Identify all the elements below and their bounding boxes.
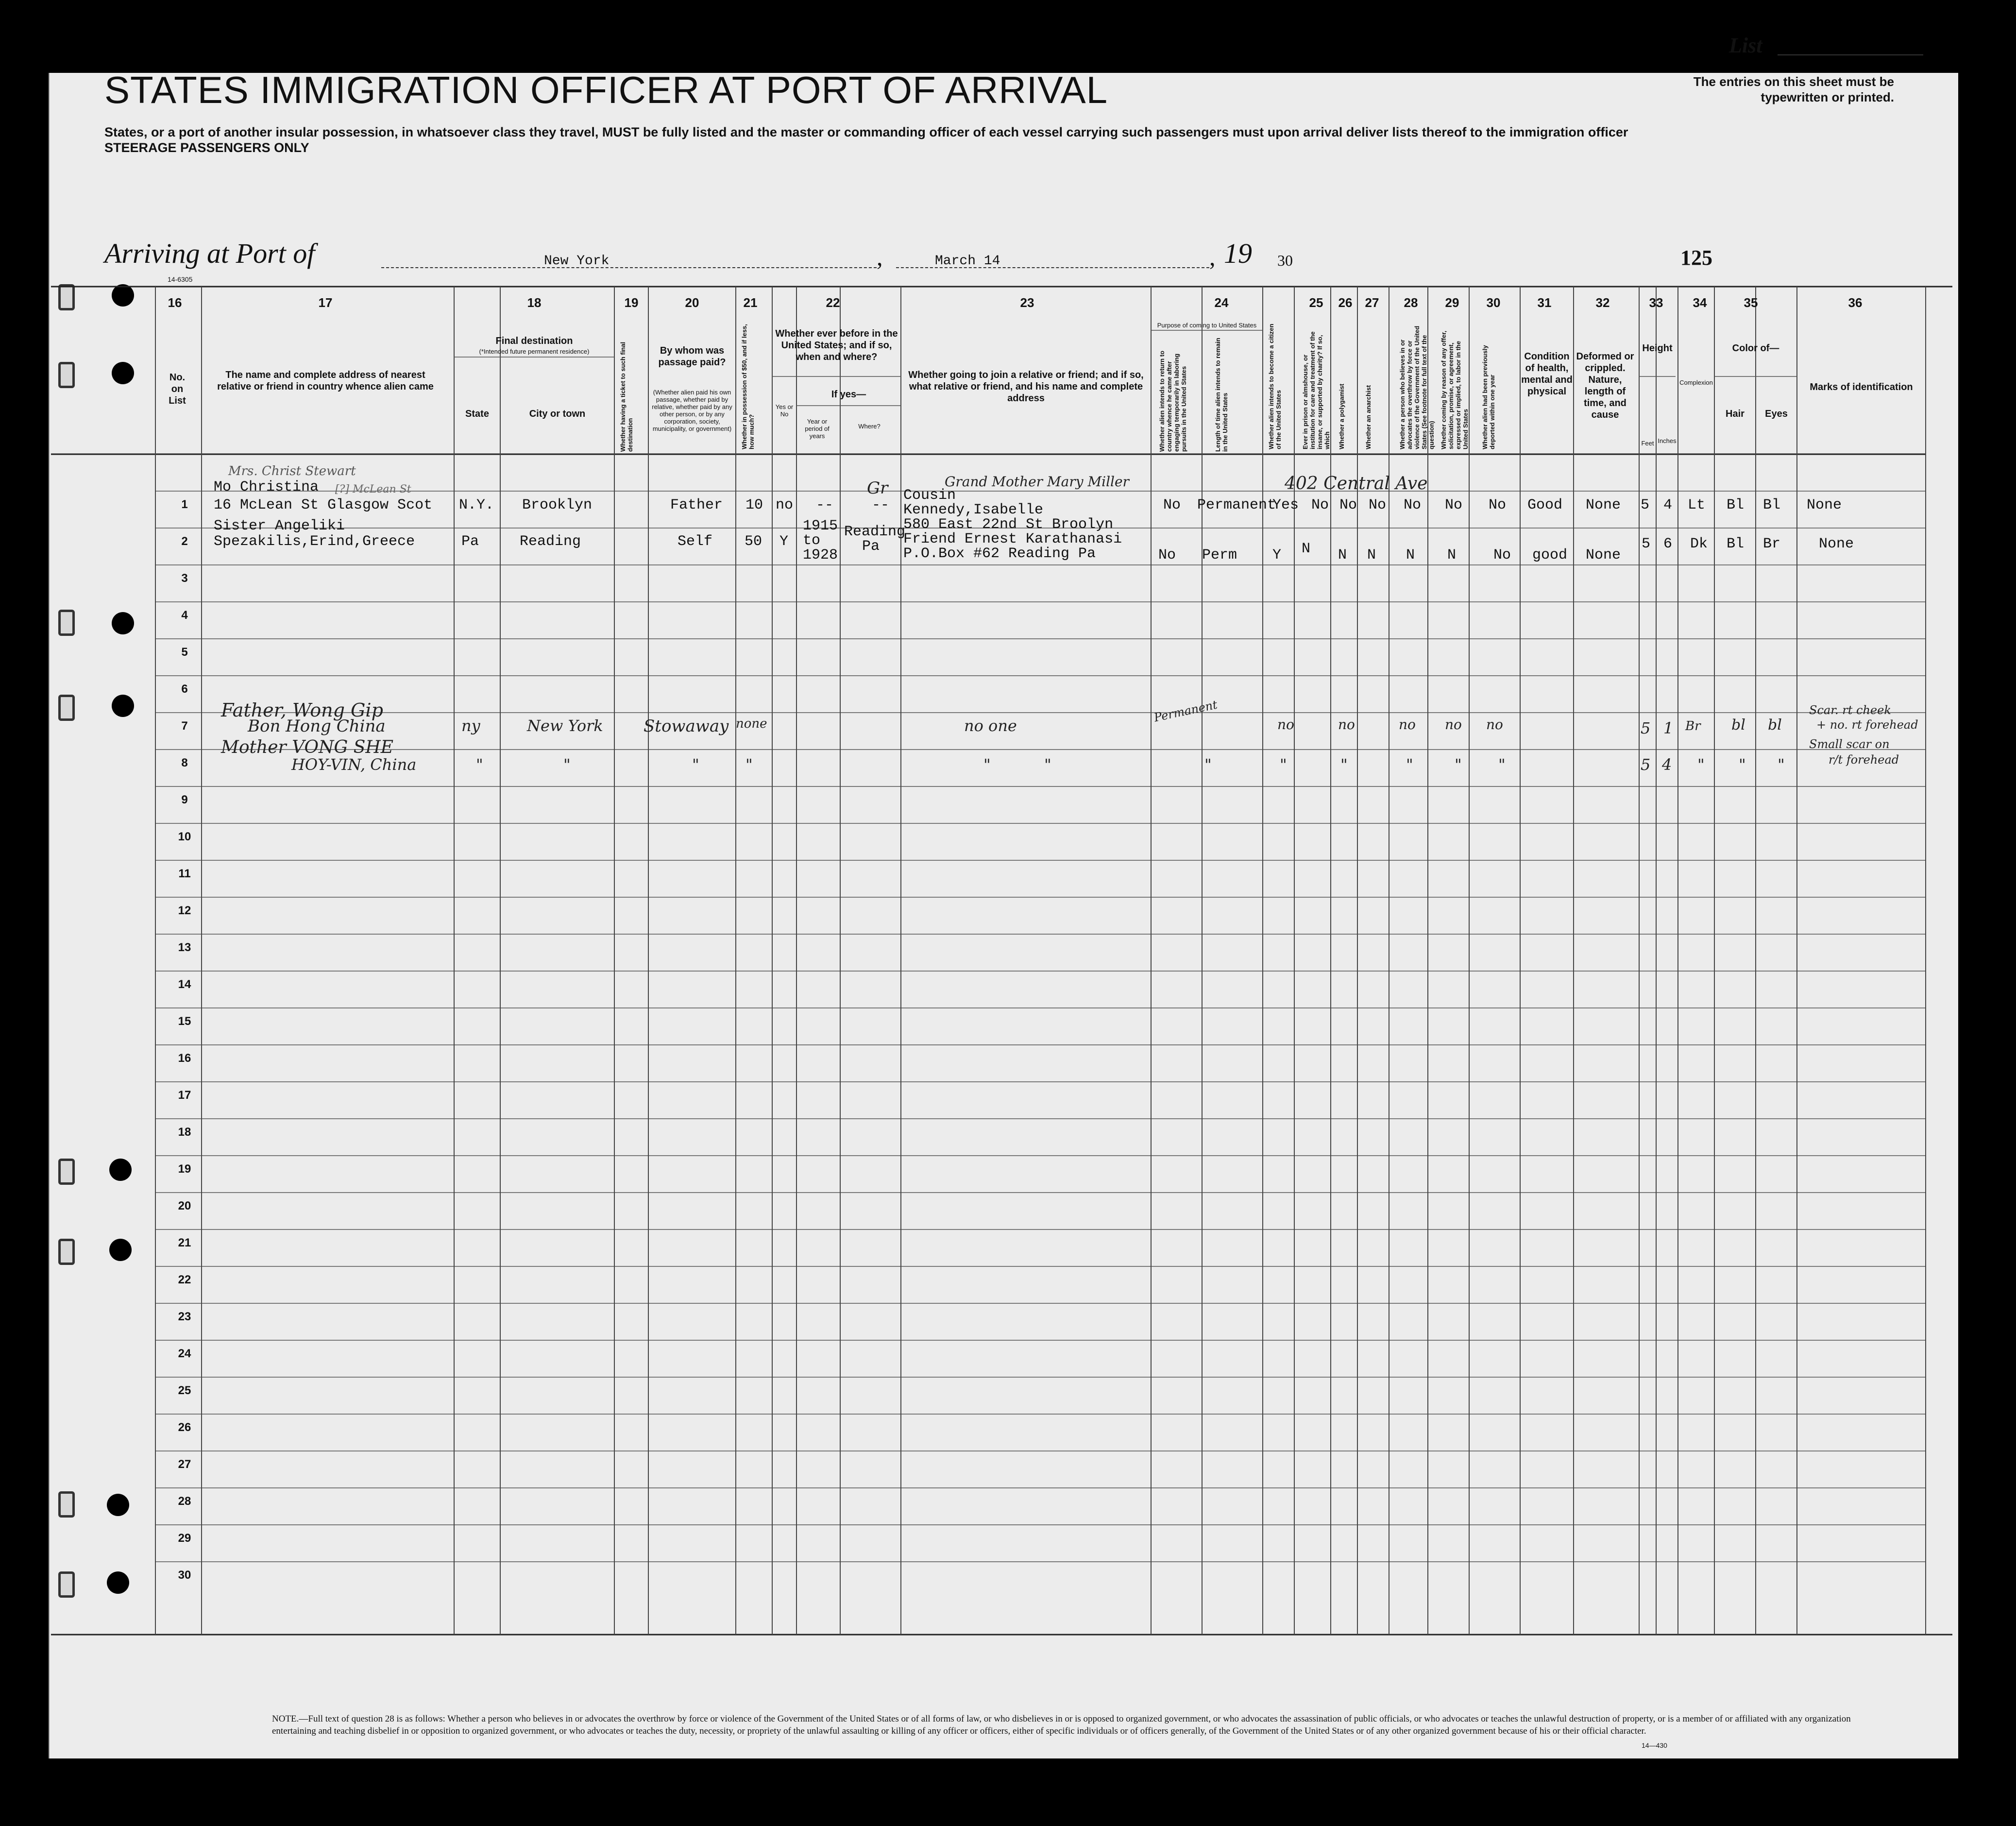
r2-paid-by: Self	[678, 533, 713, 550]
col-number: 34	[1693, 295, 1707, 310]
r2-hair: Bl	[1727, 536, 1745, 552]
header-citizen: Whether alien intends to become a citizen of the United States	[1268, 324, 1282, 449]
r8-relative-1: Mother VONG SHE	[221, 737, 394, 757]
r1-annotation-join: Grand Mother Mary Miller	[945, 474, 1129, 490]
col-number: 22	[826, 295, 840, 310]
r7-city: New York	[527, 717, 603, 735]
r1-q30: No	[1489, 497, 1507, 513]
r8-relative-2: HOY-VIN, China	[291, 755, 417, 774]
r1-prison: No	[1311, 497, 1329, 513]
r2-prison: N	[1302, 541, 1311, 557]
row-number: 3	[181, 572, 188, 585]
r1-state: N.Y.	[459, 497, 494, 513]
r2-join-2: P.O.Box #62 Reading Pa	[903, 546, 1096, 562]
r7-no-q26: no	[1338, 717, 1355, 733]
header-anarchist: Whether an anarchist	[1365, 385, 1372, 449]
entries-note: The entries on this sheet must be typewritten or printed.	[1693, 74, 1894, 104]
header-feet: Feet	[1641, 440, 1654, 447]
subtitle-line-2: STEERAGE PASSENGERS ONLY	[104, 140, 309, 155]
header-purpose-length: Length of time alien intends to remain in the United States	[1214, 338, 1229, 452]
header-color-of: Color of—	[1732, 343, 1779, 354]
row-number: 25	[178, 1384, 191, 1397]
col-number: 31	[1537, 295, 1552, 310]
r2-inches: 6	[1663, 536, 1673, 552]
r2-eyes: Br	[1763, 536, 1781, 552]
row-number: 23	[178, 1310, 191, 1323]
r1-complexion: Lt	[1688, 497, 1706, 513]
r7-complexion: Br	[1685, 719, 1701, 734]
col-number: 28	[1404, 295, 1418, 310]
r1-feet: 5	[1641, 497, 1650, 513]
header-inches: Inches	[1658, 437, 1677, 444]
r7-join: no one	[964, 717, 1017, 735]
row-number: 5	[181, 646, 188, 659]
r1-polygamist: No	[1339, 497, 1357, 513]
r1-year: --	[816, 497, 834, 513]
r8-ditto-complexion: "	[1697, 755, 1705, 774]
r8-marks-2: r/t forehead	[1829, 753, 1899, 767]
r7-marks-1: Scar. rt cheek	[1809, 703, 1891, 717]
header-join-relative: Whether going to join a relative or friend; and if so, what relative or friend, and his name and complete address	[908, 370, 1144, 404]
header-q30: Whether alien had been previously deported within one year	[1481, 345, 1496, 449]
r7-length: Permanent	[1152, 698, 1219, 725]
r8-ditto-q25: "	[1280, 755, 1287, 774]
r8-ditto-q28: "	[1406, 755, 1413, 774]
r8-marks-1: Small scar on	[1809, 737, 1890, 751]
r1-city: Brooklyn	[522, 497, 593, 513]
col-number: 16	[168, 295, 182, 310]
r8-ditto-q26: "	[1340, 755, 1348, 774]
r1-deformed: None	[1586, 497, 1621, 513]
r7-money: none	[736, 717, 767, 731]
header-complexion: Complexion	[1679, 379, 1713, 386]
r1-annotation-address-2: 402 Central Ave	[1285, 474, 1428, 494]
header-polygamist: Whether a polygamist	[1338, 383, 1345, 449]
r2-q30: No	[1493, 547, 1511, 563]
r7-relative-2: Bon Hong China	[248, 717, 386, 736]
col-number: 24	[1214, 295, 1229, 310]
col-number: 20	[685, 295, 699, 310]
r1-marks: None	[1807, 497, 1842, 513]
r2-citizen: Y	[1272, 547, 1282, 563]
r8-ditto-hair: "	[1739, 755, 1746, 774]
r8-ditto-money: "	[745, 755, 753, 774]
port-value: New York	[544, 254, 610, 269]
r7-no-q30: no	[1486, 717, 1503, 733]
r2-marks: None	[1819, 536, 1854, 552]
r1-where: --	[872, 497, 890, 513]
date-value: March 14	[935, 254, 1000, 269]
r7-relative-1: Father, Wong Gip	[221, 700, 383, 721]
r1-q29: No	[1445, 497, 1463, 513]
row-number: 16	[178, 1052, 191, 1065]
r8-feet: 5	[1641, 755, 1651, 774]
r7-hair: bl	[1731, 717, 1745, 734]
r2-feet: 5	[1642, 536, 1651, 552]
r7-eyes: bl	[1768, 717, 1782, 734]
footnote-q28: NOTE.—Full text of question 28 is as follows: Whether a person who believes in or advocates the overthrow by force or violence of the Government of the United States or of all forms of law, or who disbelieves in or is opposed to organized government, or who advocates the assassination of public officials, or who advocates or teaches the unlawful destruction of property, or is a member of or affiliated with any organization entertaining and teaching disbelief in or opposition to organized government, or who advocates or teaches the duty, necessity, or propriety of the unlawful assaulting or killing of any officer or officers, either of specific individuals or of officers generally, of the Government of the United States or of any other organized government because of his or their official character.	[272, 1714, 1851, 1736]
header-purpose-return: Whether alien intends to return to country whence he came after engaging temporarily in laboring pursuits in the United States	[1158, 350, 1187, 452]
header-relative-abroad: The name and complete address of nearest relative or friend in country whence alien came	[217, 370, 434, 392]
row-number: 14	[178, 978, 191, 991]
r2-health: good	[1532, 547, 1568, 563]
row-number: 22	[178, 1273, 191, 1286]
col-number: 25	[1309, 295, 1323, 310]
r8-ditto-eyes: "	[1778, 755, 1785, 774]
row-number: 6	[181, 683, 188, 696]
r2-join-1: Friend Ernest Karathanasi	[903, 531, 1122, 547]
header-if-yes: If yes—	[831, 389, 866, 400]
r8-ditto-paid: "	[692, 755, 699, 774]
r2-complexion: Dk	[1690, 536, 1708, 552]
row-number: 29	[178, 1532, 191, 1545]
r1-relative-name: Mo Christina	[214, 479, 319, 495]
row-number: 2	[181, 535, 188, 548]
header-city: City or town	[529, 409, 586, 419]
r1-inches: 4	[1663, 497, 1673, 513]
r7-no-q29: no	[1445, 717, 1462, 733]
r2-relative-name: Sister Angeliki	[214, 518, 345, 534]
r1-join-2: Kennedy,Isabelle	[903, 502, 1044, 518]
header-marks: Marks of identification	[1810, 382, 1913, 393]
r8-ditto-state: "	[476, 755, 483, 774]
header-by-whom: By whom was passage paid?	[658, 345, 726, 368]
r8-ditto-join: "	[983, 755, 991, 774]
r1-annotation-address: [?] McLean St	[335, 483, 411, 495]
r1-before: no	[776, 497, 794, 513]
row-number: 19	[178, 1162, 191, 1176]
r7-paid-by: Stowaway	[644, 717, 729, 736]
row-number: 17	[178, 1089, 191, 1102]
row-number: 10	[178, 830, 191, 843]
r2-city: Reading	[520, 533, 581, 550]
r1-return: No	[1163, 497, 1181, 513]
form-number: 14-6305	[168, 275, 193, 283]
list-label: List	[1729, 34, 1762, 57]
col-number: 18	[527, 295, 542, 310]
r2-anarchist: N	[1367, 547, 1376, 563]
r8-ditto-length: "	[1204, 755, 1212, 774]
comma: ,	[877, 243, 883, 271]
header-eyes: Eyes	[1765, 409, 1788, 419]
r2-state: Pa	[461, 533, 479, 550]
header-state: State	[465, 409, 489, 419]
row-number: 21	[178, 1236, 191, 1249]
row-number: 18	[178, 1126, 191, 1139]
r1-q28: No	[1404, 497, 1422, 513]
r2-deformed: None	[1586, 547, 1621, 563]
r8-ditto-q29: "	[1455, 755, 1462, 774]
header-by-whom-note: (Whether alien paid his own passage, whether paid by relative, whether paid by any other person, or by any corporation, society, municipality, or government)	[652, 389, 732, 432]
col-number: 17	[318, 295, 333, 310]
year-prefix: 19	[1224, 238, 1252, 269]
col-number: 36	[1848, 295, 1863, 310]
row-number: 11	[178, 867, 191, 880]
header-yes-no: Yes or No	[775, 403, 794, 418]
r1-eyes: Bl	[1763, 497, 1781, 513]
col-number: 21	[743, 295, 758, 310]
header-prison: Ever in prison or almshouse, or institution for care and treatment of the insane, or supported by charity? If so, which	[1302, 331, 1331, 449]
header-before-in-us: Whether ever before in the United States; and if so, when and where?	[775, 328, 898, 362]
row-number: 12	[178, 904, 191, 917]
col-number: 35	[1744, 295, 1758, 310]
r1-citizen: Yes	[1272, 497, 1299, 513]
row-number: 7	[181, 719, 188, 733]
r1-join-3: 580 East 22nd St Broolyn	[903, 516, 1114, 533]
row-number: 27	[178, 1458, 191, 1471]
header-height: Height	[1642, 343, 1673, 354]
footnote-form-number: 14—430	[1642, 1741, 1667, 1749]
r7-feet: 5	[1641, 719, 1651, 737]
comma: ,	[1209, 243, 1216, 271]
row-number: 28	[178, 1495, 191, 1508]
r1-paid-by: Father	[670, 497, 723, 513]
header-hair: Hair	[1726, 409, 1745, 419]
arriving-label: Arriving at Port of	[104, 238, 315, 269]
r1-join-1: Cousin	[903, 487, 956, 504]
header-purpose: Purpose of coming to United States	[1157, 322, 1257, 329]
header-no-on-list: No. on List	[169, 372, 186, 406]
header-ticket: Whether having a ticket to such final destination	[619, 341, 634, 452]
header-deformed: Deformed or crippled. Nature, length of time, and cause	[1576, 351, 1634, 420]
header-year-period: Year or period of years	[805, 418, 830, 440]
r1-relative-address: 16 McLean St Glasgow Scot	[214, 497, 433, 513]
row-number: 15	[178, 1015, 191, 1028]
col-number: 29	[1445, 295, 1459, 310]
col-number: 26	[1338, 295, 1353, 310]
r8-inches: 4	[1662, 755, 1672, 774]
r2-year: 1915 to 1928	[803, 518, 838, 563]
col-number: 23	[1020, 295, 1034, 310]
r8-ditto-q30: "	[1498, 755, 1506, 774]
r7-no-q28: no	[1399, 717, 1416, 733]
row-number: 26	[178, 1421, 191, 1434]
row-number: 24	[178, 1347, 191, 1360]
header-q29: Whether coming by reason of any offer, solicitation, promise, or agreement, expressed or implied, to labor in the United States	[1440, 330, 1469, 449]
col-number: 19	[624, 295, 639, 310]
r2-before: Y	[779, 533, 789, 550]
r1-hair: Bl	[1727, 497, 1745, 513]
col-number: 30	[1486, 295, 1501, 310]
r8-ditto-city: "	[563, 755, 571, 774]
r2-money: 50	[745, 533, 762, 550]
r7-no-q25: no	[1277, 717, 1294, 733]
r1-health: Good	[1527, 497, 1563, 513]
col-number: 32	[1595, 295, 1610, 310]
r2-q29: N	[1447, 547, 1457, 563]
subtitle-line-1: States, or a port of another insular possession, in whatsoever class they travel, MUST be fully listed and the master or commanding officer of each vessel carrying such passengers must upon arrival deliver lists thereof to the immigration officer	[104, 125, 1628, 139]
header-money: Whether in possession of $50, and if less, how much?	[741, 324, 755, 449]
r7-state: ny	[461, 717, 480, 735]
row-number: 13	[178, 941, 191, 954]
r8-ditto-join-2: "	[1044, 755, 1051, 774]
header-final-destination: Final destination	[495, 336, 573, 346]
row-number: 9	[181, 793, 188, 806]
r2-q28: N	[1406, 547, 1415, 563]
row-number: 30	[178, 1569, 191, 1582]
col-number: 33	[1649, 295, 1663, 310]
sheet-number: 125	[1680, 246, 1712, 270]
r1-annotation-left: Gr	[867, 478, 888, 498]
r2-return: No	[1158, 547, 1176, 563]
r1-anarchist: No	[1369, 497, 1387, 513]
r1-length: Permanent	[1197, 497, 1276, 513]
row-number: 20	[178, 1199, 191, 1212]
row-number: 8	[181, 756, 188, 769]
year-value: 30	[1277, 252, 1293, 269]
form-title: STATES IMMIGRATION OFFICER AT PORT OF ARRIVAL	[104, 68, 1108, 111]
r1-annotation-name: Mrs. Christ Stewart	[228, 464, 356, 478]
header-health: Condition of health, mental and physical	[1521, 351, 1573, 397]
col-number: 27	[1365, 295, 1379, 310]
r7-marks-2: + no. rt forehead	[1816, 718, 1918, 732]
r2-relative-address: Spezakilis,Erind,Greece	[214, 533, 415, 550]
header-where: Where?	[858, 423, 881, 430]
r1-money: 10	[745, 497, 763, 513]
header-q28: Whether a person who believes in or advocates the overthrow by force or violence of the Government of the United States (See footnote for full text of the question)	[1399, 325, 1435, 449]
row-number: 1	[181, 498, 188, 511]
r2-polygamist: N	[1338, 547, 1347, 563]
row-number: 4	[181, 609, 188, 622]
r7-inches: 1	[1663, 719, 1674, 737]
r2-where: Reading Pa	[844, 524, 906, 555]
r2-length: Perm	[1202, 547, 1237, 563]
header-final-destination-note: (*Intended future permanent residence)	[479, 348, 590, 355]
